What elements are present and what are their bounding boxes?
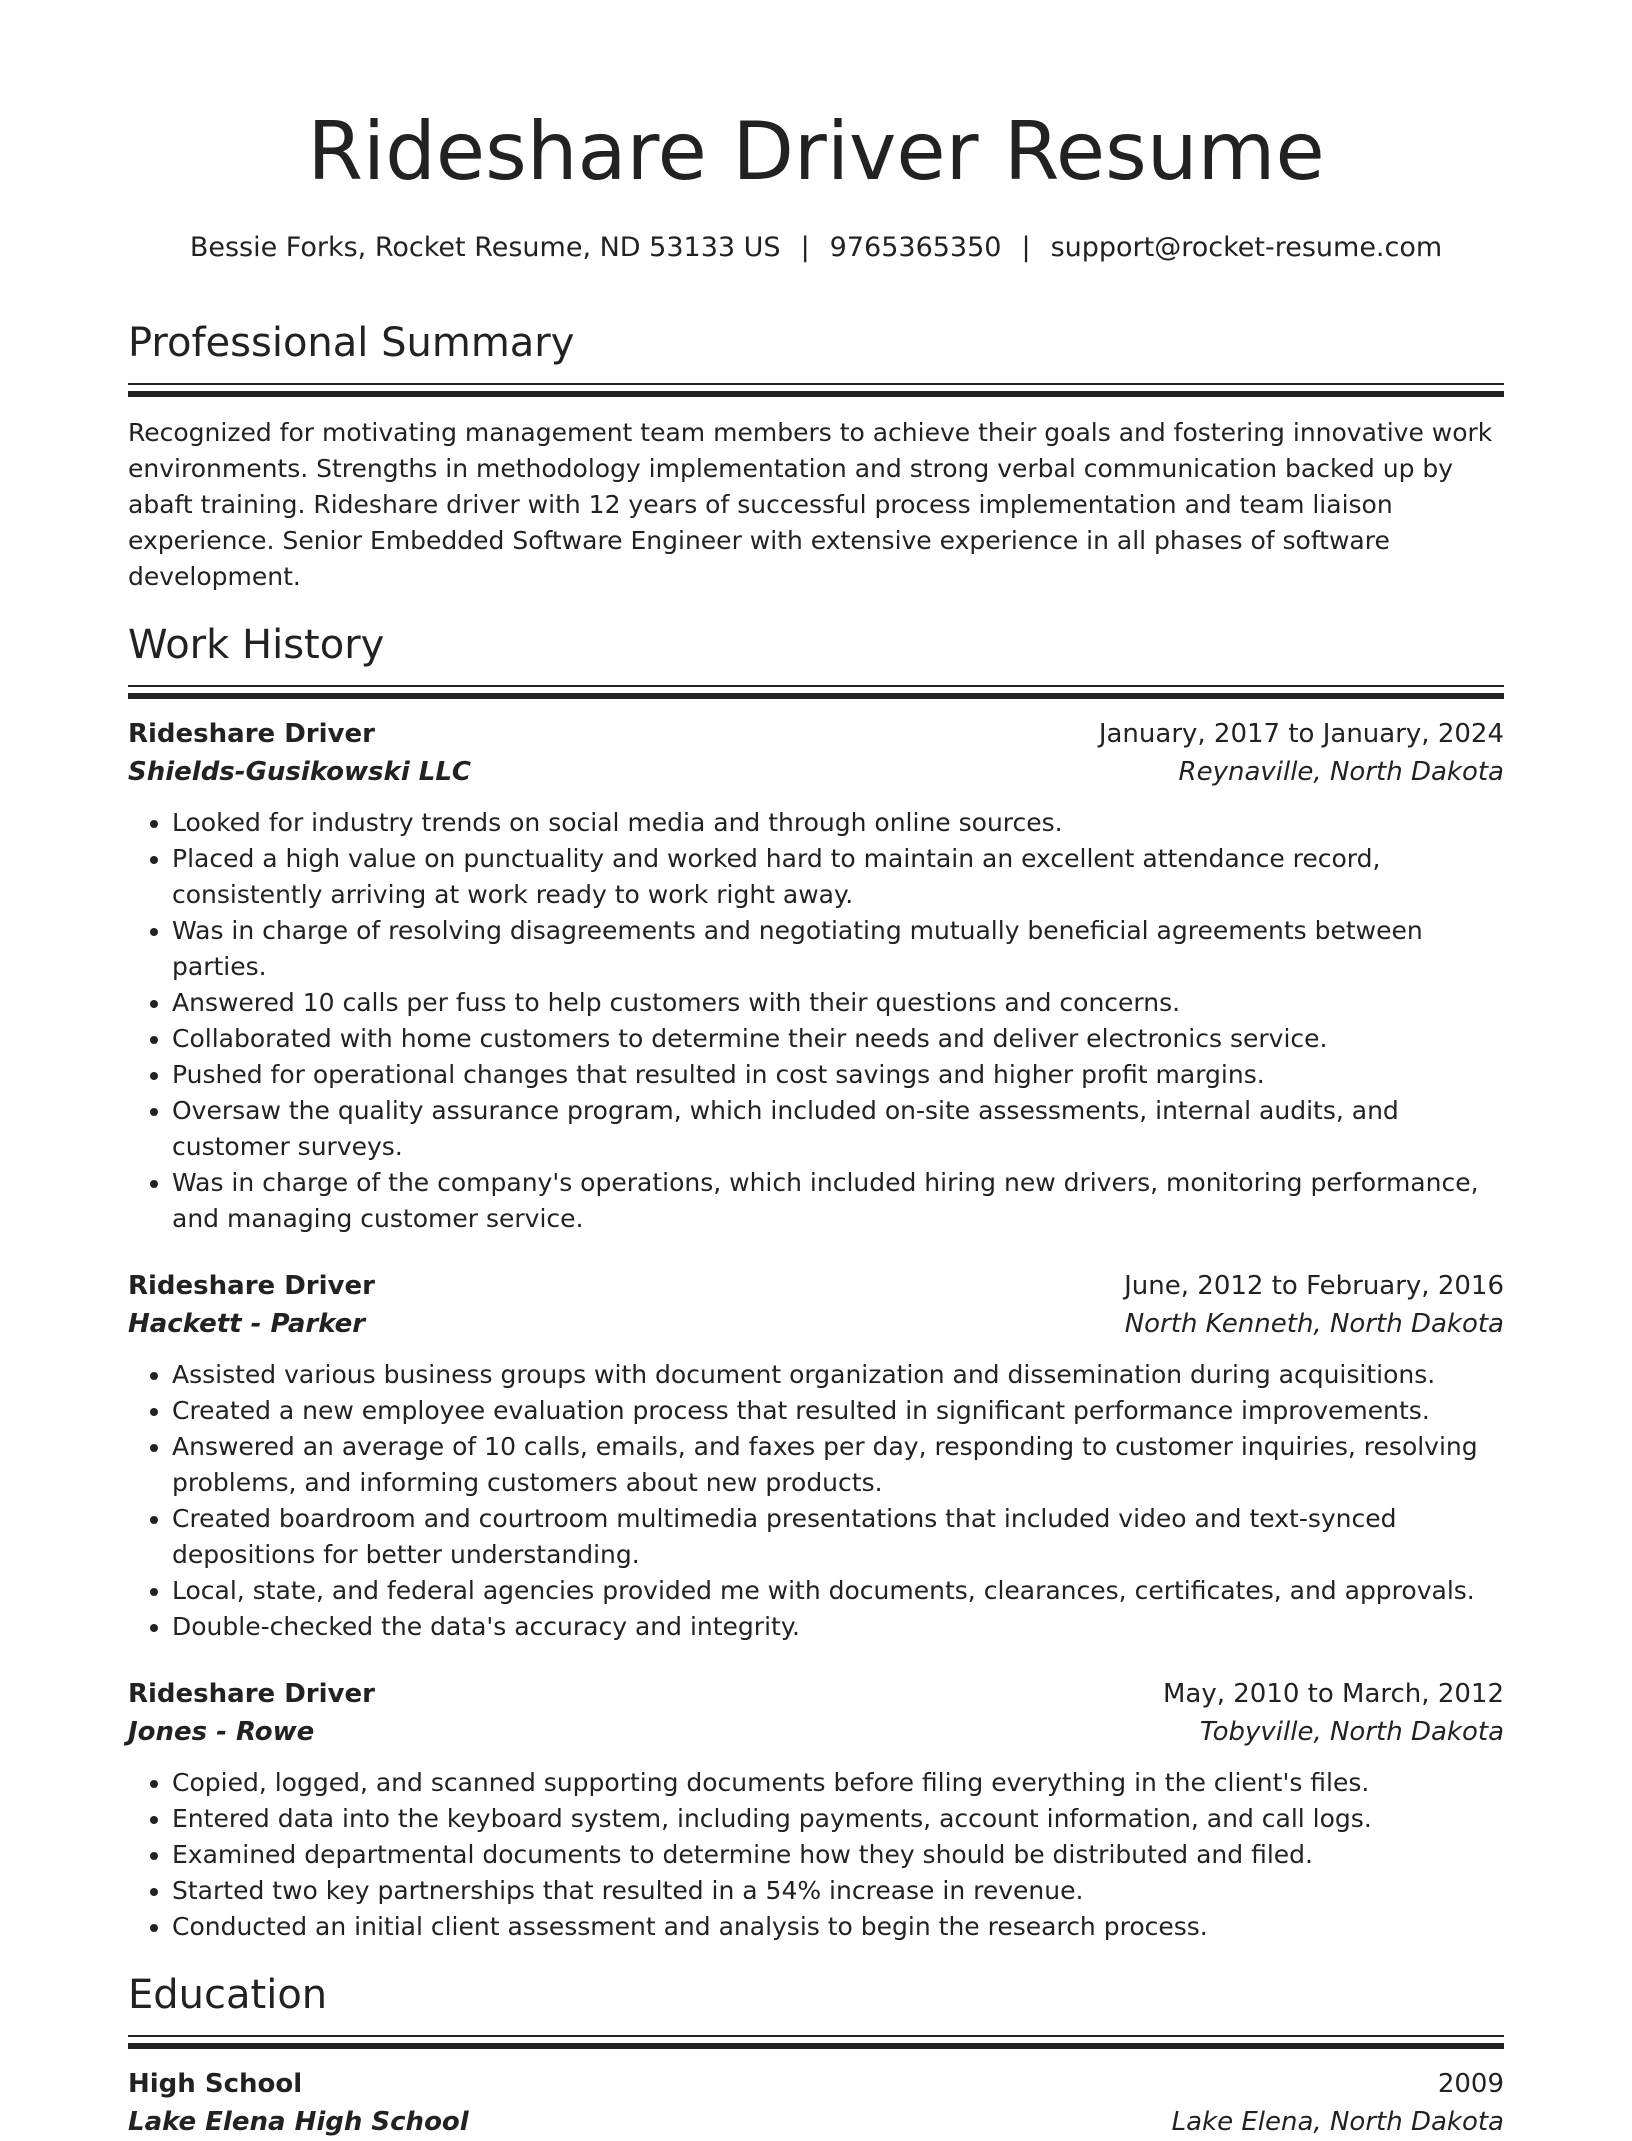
job-dates: January, 2017 to January, 2024 xyxy=(1098,719,1504,749)
job-dates: May, 2010 to March, 2012 xyxy=(1162,1679,1504,1709)
work-history-heading: Work History xyxy=(128,622,385,668)
job-title: Rideshare Driver xyxy=(128,719,375,749)
contact-phone: 9765365350 xyxy=(829,232,1002,263)
job-bullet-list xyxy=(128,805,1504,1237)
section-divider xyxy=(128,383,1504,397)
job-title: Rideshare Driver xyxy=(128,1679,375,1709)
job-location: Reynaville, North Dakota xyxy=(1178,757,1504,787)
list-item: • Was in charge of resolving disagreements and negotiating mutually beneficial agreements between parties. xyxy=(172,913,1504,985)
work-history-section xyxy=(128,622,1504,1945)
summary-section xyxy=(128,320,1504,595)
contact-separator: | xyxy=(800,232,810,263)
list-item: • Oversaw the quality assurance program, which included on-site assessments, internal audits, and customer surveys. xyxy=(172,1093,1504,1165)
job-bullet-list xyxy=(128,1765,1504,1945)
list-item: • Looked for industry trends on social media and through online sources. xyxy=(172,805,1504,841)
job-entry xyxy=(128,1267,1504,1645)
job-location: North Kenneth, North Dakota xyxy=(1124,1309,1504,1339)
list-item: • Answered an average of 10 calls, emails, and faxes per day, responding to customer inquiries, resolving problems, and informing customers about new products. xyxy=(172,1429,1504,1501)
job-title: Rideshare Driver xyxy=(128,1271,375,1301)
summary-heading: Professional Summary xyxy=(128,320,575,366)
education-school: Lake Elena High School xyxy=(128,2107,469,2137)
job-location: Tobyville, North Dakota xyxy=(1199,1717,1504,1747)
list-item: • Examined departmental documents to determine how they should be distributed and filed. xyxy=(172,1837,1504,1873)
list-item: • Entered data into the keyboard system, including payments, account information, and call logs. xyxy=(172,1801,1504,1837)
resume-title: Rideshare Driver Resume xyxy=(307,105,1325,198)
list-item: • Created a new employee evaluation process that resulted in significant performance improvements. xyxy=(172,1393,1504,1429)
education-entry xyxy=(128,2065,1504,2141)
contact-email: support@rocket-resume.com xyxy=(1050,232,1443,263)
job-bullet-list xyxy=(128,1357,1504,1645)
education-location: Lake Elena, North Dakota xyxy=(1171,2107,1504,2137)
list-item: • Was in charge of the company's operations, which included hiring new drivers, monitoring performance, and managing customer service. xyxy=(172,1165,1504,1237)
section-divider xyxy=(128,2035,1504,2049)
list-item: • Answered 10 calls per fuss to help customers with their questions and concerns. xyxy=(172,985,1504,1021)
list-item: • Copied, logged, and scanned supporting documents before filing everything in the client's files. xyxy=(172,1765,1504,1801)
job-company: Jones - Rowe xyxy=(128,1717,315,1747)
job-dates: June, 2012 to February, 2016 xyxy=(1124,1271,1504,1301)
summary-text: Recognized for motivating management team members to achieve their goals and fostering innovative work environments. Strengths in methodology implementation and strong verbal communication backed up by abaft training. Rideshare driver with 12 years of successful process implementation and team liaison experience. Senior Embedded Software Engineer with extensive experience in all phases of software development. xyxy=(128,418,1493,591)
list-item: • Created boardroom and courtroom multimedia presentations that included video and text-synced depositions for better understanding. xyxy=(172,1501,1504,1573)
list-item: • Started two key partnerships that resulted in a 54% increase in revenue. xyxy=(172,1873,1504,1909)
contact-line xyxy=(128,232,1504,263)
job-entry xyxy=(128,1675,1504,1945)
education-heading: Education xyxy=(128,1972,328,2018)
list-item: • Double-checked the data's accuracy and integrity. xyxy=(172,1609,1504,1645)
section-divider xyxy=(128,685,1504,699)
list-item: • Local, state, and federal agencies provided me with documents, clearances, certificates, and approvals. xyxy=(172,1573,1504,1609)
education-year: 2009 xyxy=(1437,2069,1504,2099)
contact-address: Bessie Forks, Rocket Resume, ND 53133 US xyxy=(189,232,781,263)
contact-separator: | xyxy=(1021,232,1031,263)
list-item: • Placed a high value on punctuality and worked hard to maintain an excellent attendance record, consistently arriving at work ready to work right away. xyxy=(172,841,1504,913)
list-item: • Pushed for operational changes that resulted in cost savings and higher profit margins. xyxy=(172,1057,1504,1093)
job-company: Hackett - Parker xyxy=(128,1309,366,1339)
job-company: Shields-Gusikowski LLC xyxy=(128,757,472,787)
list-item: • Assisted various business groups with document organization and dissemination during acquisitions. xyxy=(172,1357,1504,1393)
education-section xyxy=(128,1972,1504,2141)
list-item: • Collaborated with home customers to determine their needs and deliver electronics service. xyxy=(172,1021,1504,1057)
job-entry xyxy=(128,715,1504,1237)
education-degree: High School xyxy=(128,2069,303,2099)
list-item: • Conducted an initial client assessment and analysis to begin the research process. xyxy=(172,1909,1504,1945)
